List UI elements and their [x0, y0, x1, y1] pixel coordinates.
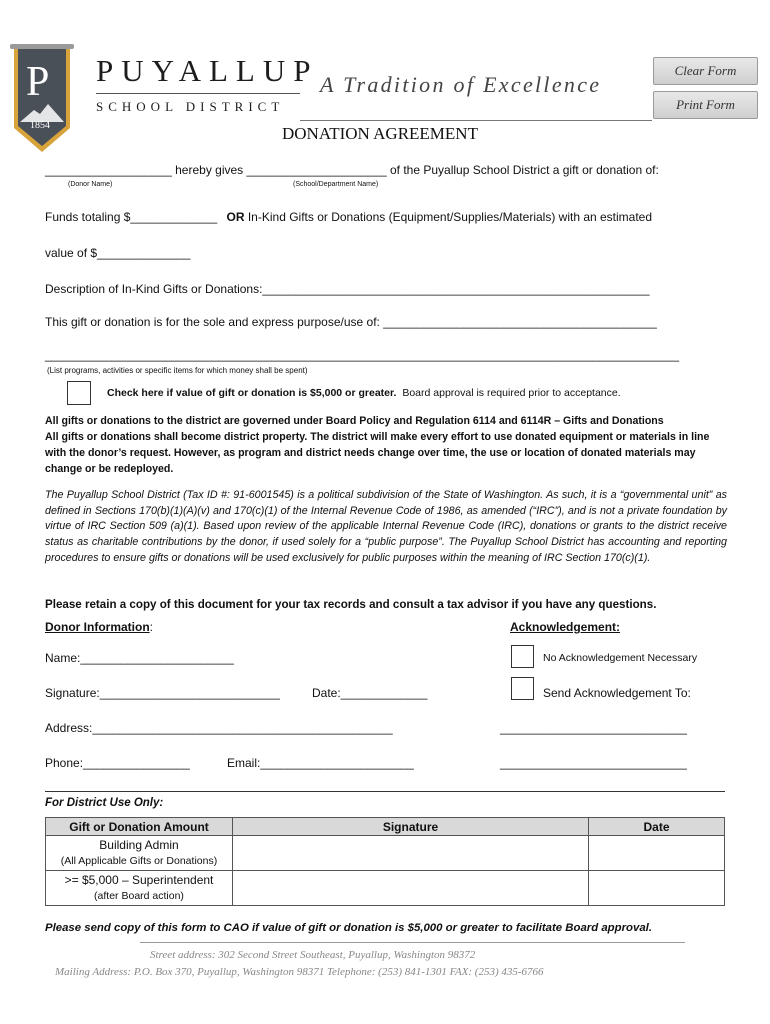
school-name-field[interactable] [271, 162, 423, 178]
footer-mailing: Mailing Address: P.O. Box 370, Puyallup, Washington 98371 Telephone: (253) 841-1301 FAX: (253) 435-6766 [55, 966, 544, 978]
table-row [46, 836, 725, 871]
ack-address-line-2: ____________________________ [500, 756, 687, 770]
ack-address-line-1: ____________________________ [500, 721, 687, 735]
ack-heading: Acknowledgement: [510, 620, 621, 634]
email-line: Email:_______________________ [227, 756, 414, 770]
building-admin-label: Building Admin [99, 838, 179, 852]
col-signature-header: Signature [233, 818, 589, 836]
donation-intro-line: ___________________ hereby gives _____________________ of the Puyallup School District a gift or donation of: [45, 163, 659, 177]
logo-letter: P [26, 59, 50, 105]
school-name-caption: (School/Department Name) [293, 181, 379, 188]
page-title: DONATION AGREEMENT [282, 124, 478, 143]
tax-paragraph: The Puyallup School District (Tax ID #: 91-6001545) is a political subdivision of the State of Washington. As such, it is a “governmental unit” as defined in Sections 170(b)(1)(A)(v) and 170(c)(1) of the Internal Revenue Code of 1986, as amended (“IRC”), and is not a private foundation by virtue of IRC Section 509 (a)(1). Based upon review of the applicable Internal Revenue Code (IRC), donations or grants to the district receive status as charitable contributions by the donor, if used solely for a “public purpose”. The Puyallup School District has accounting and reporting procedures to ensure gifts or donations will be used exclusively for public purposes within the meaning of IRC Section 170(c)(1). [45, 489, 727, 564]
signature-input[interactable] [102, 684, 309, 700]
list-caption: (List programs, activities or specific items for which money shall be spent) [47, 366, 308, 375]
phone-input[interactable] [84, 754, 204, 770]
donor-name-line: Name:_______________________ [45, 651, 234, 665]
funds-amount-field[interactable] [133, 208, 233, 224]
address-input[interactable] [94, 719, 439, 735]
building-admin-cell [46, 836, 233, 871]
col-amount-header: Gift or Donation Amount [46, 818, 233, 836]
purpose-field[interactable] [400, 313, 710, 329]
clear-form-button[interactable]: Clear Form [653, 57, 758, 85]
tagline-underline [300, 120, 652, 121]
col-date-header: Date [589, 818, 725, 836]
building-admin-signature-cell[interactable] [233, 836, 589, 871]
rule-property: All gifts or donations shall become district property. The district will make every effort to use donated equipment or materials in line with the donor’s request. However, as program and district needs change over time, the use or location of donated materials may change or be redeployed. [45, 431, 710, 475]
donor-name-input[interactable] [80, 649, 255, 665]
in-kind-label: In-Kind Gifts or Donations (Equipment/Supplies/Materials) with an estimated [247, 210, 653, 224]
footer-divider [140, 942, 685, 943]
superintendent-cell [46, 871, 233, 906]
send-ack-label: Send Acknowledgement To: [543, 686, 691, 700]
description-line: Description of In-Kind Gifts or Donations:__________________________________________________________ [45, 282, 650, 296]
purpose-continued-line: _______________________________________________________________________________________________ [45, 348, 680, 362]
building-admin-date-cell[interactable] [589, 836, 725, 871]
check-value-bold: Check here if value of gift or donation is $5,000 or greater. [107, 387, 397, 399]
purpose-line: This gift or donation is for the sole and express purpose/use of: _________________________________________ [45, 315, 657, 329]
district-use-table [45, 817, 725, 906]
header-divider [96, 93, 300, 94]
purpose-continued-field[interactable] [45, 346, 713, 362]
superintendent-date-cell[interactable] [589, 871, 725, 906]
district-use-heading: For District Use Only: [45, 797, 164, 809]
superintendent-note: (after Board action) [94, 890, 184, 902]
email-input[interactable] [262, 754, 440, 770]
gift-rules [45, 413, 727, 477]
cao-note: Please send copy of this form to CAO if value of gift or donation is $5,000 or greater to facilitate Board approval. [45, 922, 652, 934]
footer-street: Street address: 302 Second Street Southeast, Puyallup, Washington 98372 [150, 949, 476, 961]
district-name: PUYALLUP [96, 53, 319, 88]
logo-year: 1854 [30, 120, 50, 131]
phone-line: Phone:________________ [45, 756, 190, 770]
ack-address-input-2[interactable] [500, 754, 708, 770]
district-subtitle: SCHOOL DISTRICT [96, 99, 285, 114]
donor-name-field[interactable] [45, 162, 188, 178]
tagline: A Tradition of Excellence [320, 72, 602, 97]
address-line: Address:_____________________________________________ [45, 721, 393, 735]
estimated-value-line: value of $______________ [45, 246, 191, 260]
superintendent-label: >= $5,000 – Superintendent [64, 873, 214, 887]
over-5000-checkbox[interactable] [67, 381, 91, 405]
ack-address-input-1[interactable] [500, 719, 708, 735]
rule-policy: All gifts or donations to the district are governed under Board Policy and Regulation 6114 and 6114R – Gifts and Donations [45, 415, 664, 427]
no-ack-label: No Acknowledgement Necessary [543, 652, 698, 664]
section-divider [45, 791, 725, 792]
estimated-value-field[interactable] [100, 244, 210, 260]
check-value-note: Board approval is required prior to acceptance. [402, 387, 621, 399]
building-admin-note: (All Applicable Gifts or Donations) [60, 855, 218, 867]
send-ack-checkbox[interactable] [511, 677, 534, 700]
description-field[interactable] [278, 280, 708, 296]
donor-info-heading-text: Donor Information [45, 620, 150, 634]
table-row [46, 871, 725, 906]
retain-note: Please retain a copy of this document for your tax records and consult a tax advisor if you have any questions. [45, 598, 657, 611]
donor-name-caption: (Donor Name) [68, 181, 113, 188]
funds-totaling-label: Funds totaling $_____________ [45, 210, 218, 224]
print-form-button[interactable]: Print Form [653, 91, 758, 119]
date-line: Date:_____________ [312, 686, 428, 700]
table-header-row [46, 818, 725, 836]
donor-info-heading [45, 620, 153, 634]
signature-line: Signature:___________________________ [45, 686, 280, 700]
or-label: OR [226, 210, 245, 224]
donor-info-heading-colon: : [149, 620, 153, 634]
superintendent-signature-cell[interactable] [233, 871, 589, 906]
date-input[interactable] [342, 684, 439, 700]
no-ack-checkbox[interactable] [511, 645, 534, 668]
check-value-text [107, 387, 621, 399]
